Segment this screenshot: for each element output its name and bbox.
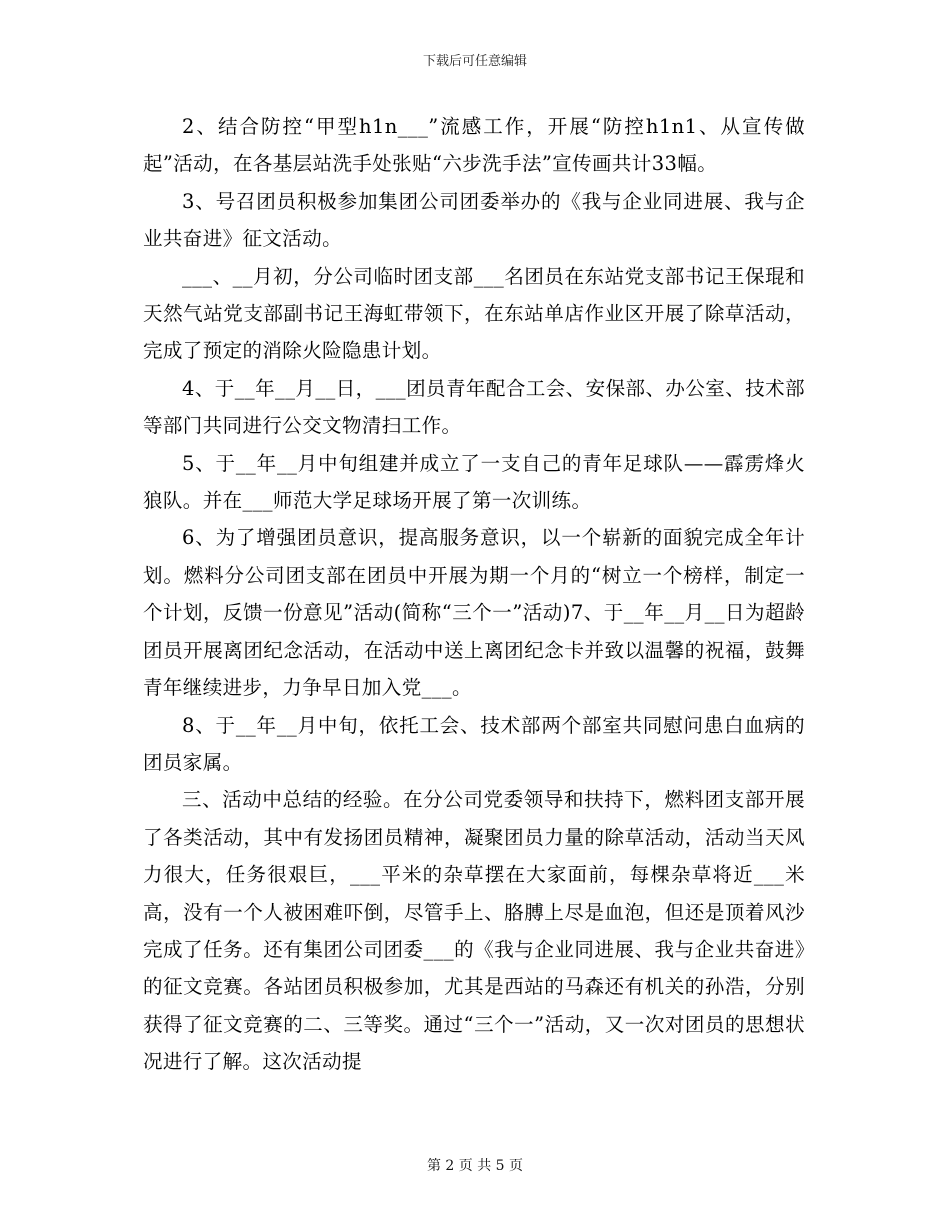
paragraph-weeding-activity: ___、__月初，分公司临时团支部___名团员在东站党支部书记王保琨和天然气站党支部副书记王海虹带领下，在东站单店作业区开展了除草活动，完成了预定的消除火险隐患计划。: [143, 264, 805, 363]
paragraph-item-8: 8、于__年__月中旬，依托工会、技术部两个部室共同慰问患白血病的团员家属。: [143, 713, 805, 774]
paragraph-item-4: 4、于__年__月__日，___团员青年配合工会、安保部、办公室、技术部等部门共同进行公交文物清扫工作。: [143, 376, 805, 438]
document-body: [143, 108, 805, 1081]
paragraph-section-3-experience: 三、活动中总结的经验。在分公司党委领导和扶持下，燃料团支部开展了各类活动，其中有发扬团员精神，凝聚团员力量的除草活动，活动当天风力很大，任务很艰巨，___平米的杂草摆在大家面前，每棵杂草将近___米高，没有一个人被困难吓倒，尽管手上、胳膊上尽是血泡，但还是顶着风沙完成了任务。还有集团公司团委___的《我与企业同进展、我与企业共奋进》的征文竞赛。各站团员积极参加，尤其是西站的马森还有机关的孙浩，分别获得了征文竞赛的二、三等奖。通过“三个一”活动，又一次对团员的思想状况进行了解。这次活动提: [143, 788, 805, 1074]
paragraph-item-3: 3、号召团员积极参加集团公司团委举办的《我与企业同进展、我与企业共奋进》征文活动。: [143, 189, 805, 251]
paragraph-item-2: 2、结合防控“甲型h1n___”流感工作，开展“防控h1n1、从宣传做起”活动，在各基层站洗手处张贴“六步洗手法”宣传画共计33幅。: [143, 115, 805, 176]
page-header: 下载后可任意编辑: [422, 54, 527, 69]
paragraph-item-6-7: 6、为了增强团员意识，提高服务意识，以一个崭新的面貌完成全年计划。燃料分公司团支部在团员中开展为期一个月的“树立一个榜样，制定一个计划，反馈一份意见”活动(简称“三个一”活动)7、于__年__月__日为超龄团员开展离团纪念活动，在活动中送上离团纪念卡并致以温馨的祝福，鼓舞青年继续进步，力争早日加入党___。: [143, 526, 805, 700]
page-number-footer: 第 2 页 共 5 页: [426, 1158, 524, 1174]
paragraph-item-5: 5、于__年__月中旬组建并成立了一支自己的青年足球队——霹雳烽火狼队。并在___师范大学足球场开展了第一次训练。: [143, 451, 805, 513]
